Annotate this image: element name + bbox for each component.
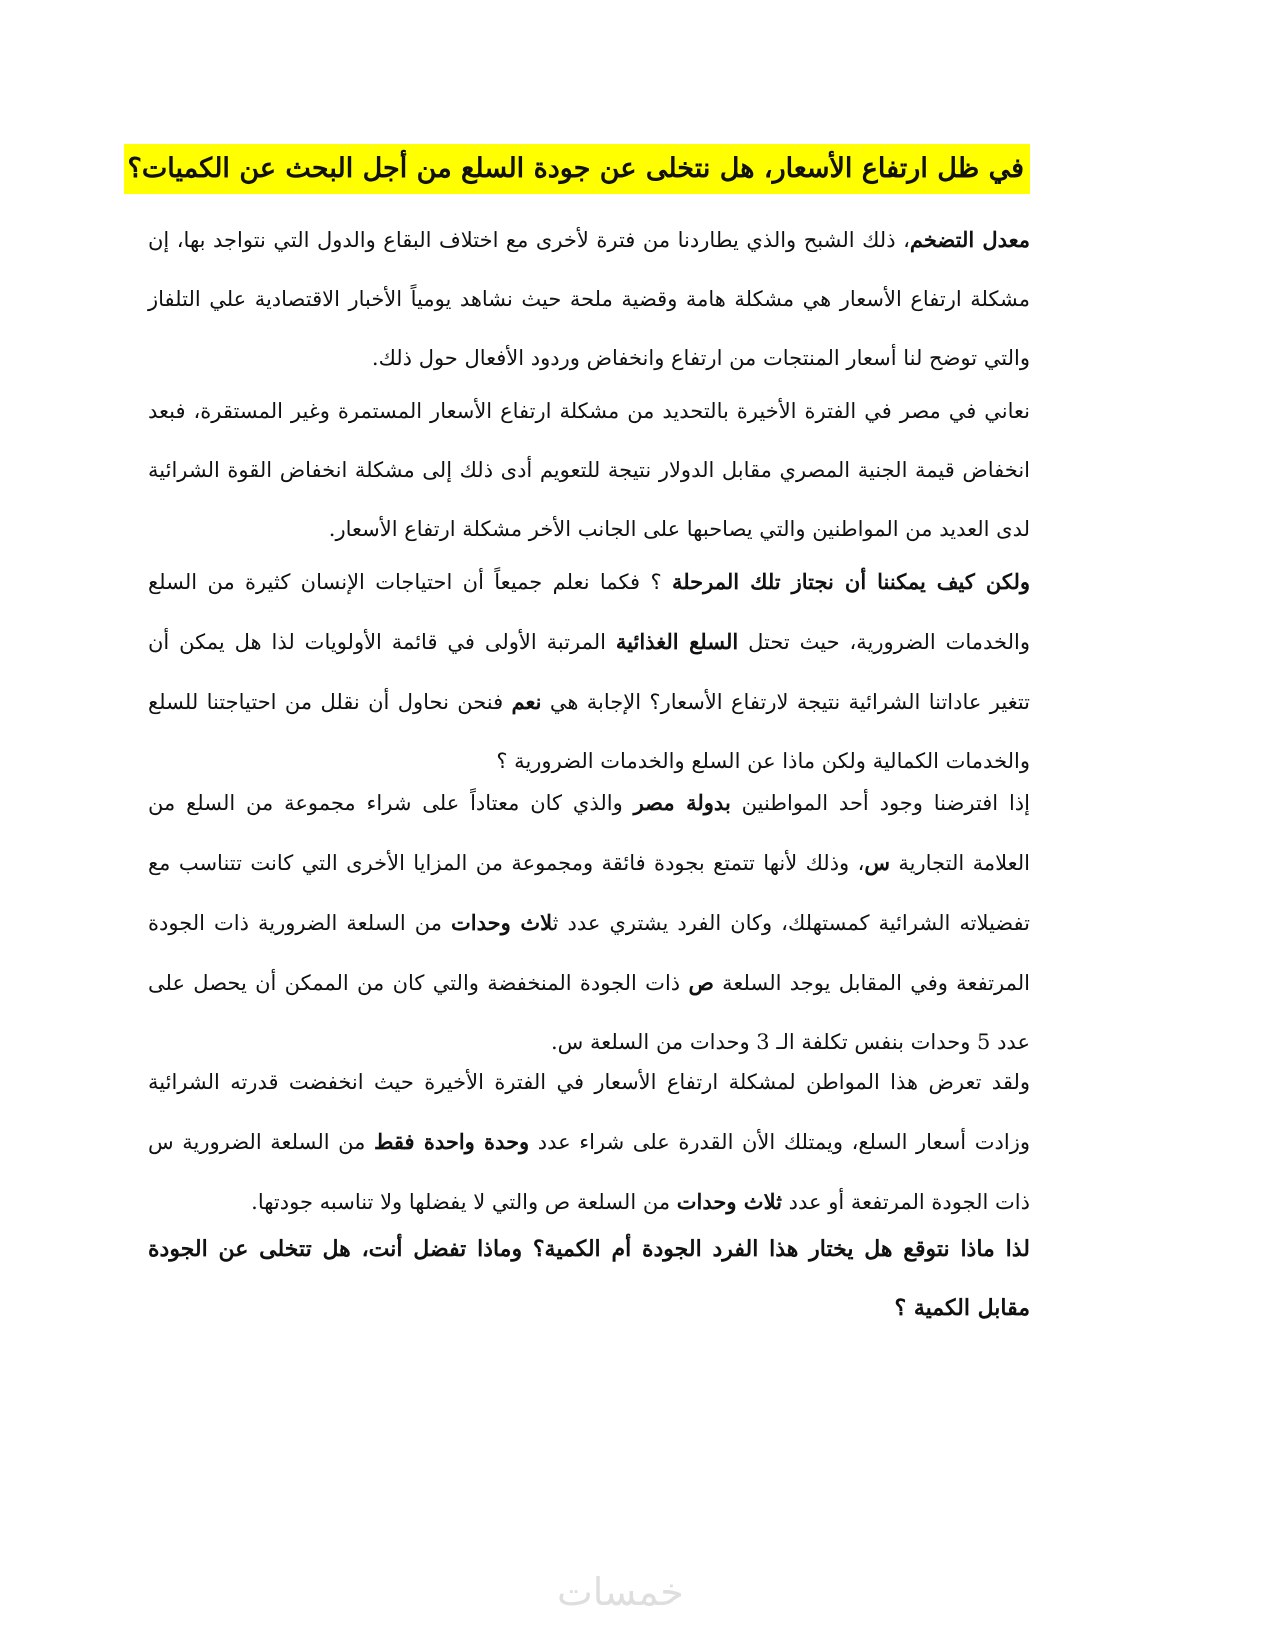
paragraph-text: ولقد تعرض هذا المواطن لمشكلة ارتفاع الأسعار في الفترة الأخيرة حيث انخفضت قدرته الشرائية وزادت أسعار السلع، ويمتلك الأن القدرة على شراء عدد [148, 1070, 1030, 1154]
paragraph-text: المرتبة الأولى في قائمة الأولويات لذا هل يمكن أن تتغير عاداتنا الشرائية نتيجة لارتفاع الأسعار؟ الإجابة هي [148, 630, 1031, 714]
paragraph-text: وحدات بنفس تكلفة الـ [769, 1030, 978, 1054]
paragraph-text: فنحن نحاول أن نقلل من احتياجتنا للسلع والخدمات الكمالية ولكن ماذا عن السلع والخدمات الضرورية ؟ [148, 690, 1030, 773]
bold-term: وحدة واحدة فقط [374, 1129, 530, 1154]
bold-term: معدل التضخم [909, 227, 1030, 252]
paragraph-text: ، ذلك الشبح والذي يطاردنا من فترة لأخرى مع اختلاف البقاع والدول التي نتواجد بها، إن مشكلة ارتفاع الأسعار هي مشكلة هامة وقضية ملحة حيث نشاهد يومياً الأخبار الاقتصادية علي التلفاز والتي توضح لنا أسعار المنتجات من ارتفاع وانخفاض وردود الأفعال حول ذلك. [148, 228, 1030, 370]
paragraph-egypt [148, 382, 1030, 559]
bold-term: ولكن كيف يمكننا أن نجتاز تلك المرحلة [671, 569, 1031, 594]
paragraph-text: والذي كان معتاداً على شراء مجموعة من السلع من العلامة التجارية [148, 791, 1030, 875]
paragraph-text: إذا افترضنا وجود أحد المواطنين [730, 791, 1030, 815]
paragraph-conclusion [148, 1220, 1030, 1338]
bold-term: ص [688, 970, 714, 995]
paragraph-text: من السلعة الضرورية ذات الجودة المرتفعة وفي المقابل يوجد السلعة [148, 911, 1031, 995]
bold-term: بدولة مصر [633, 790, 731, 815]
bold-term: السلع الغذائية [615, 629, 739, 654]
watermark-logo: خمسات [557, 1570, 684, 1614]
paragraph-question [148, 552, 1030, 791]
paragraph-inflation [148, 210, 1030, 388]
paragraph-text: من السلعة ص والتي لا يفضلها ولا تناسبه جودتها. [251, 1190, 677, 1214]
paragraph-text: ذات الجودة المنخفضة والتي كان من الممكن أن يحصل على عدد [148, 971, 1030, 1054]
paragraph-text: نعاني في مصر في الفترة الأخيرة بالتحديد من مشكلة ارتفاع الأسعار المستمرة وغير المستقرة، فبعد انخفاض قيمة الجنية المصري مقابل الدولار نتيجة للتعويم أدى ذلك إلى مشكلة انخفاض القوة الشرائية لدى العديد من المواطنين والتي يصاحبها على الجانب الأخر مشكلة ارتفاع الأسعار. [148, 399, 1030, 541]
title-container [127, 144, 1030, 194]
paragraph-example [148, 773, 1030, 1072]
paragraph-text: من السلعة الضرورية س ذات الجودة المرتفعة أو عدد [148, 1130, 1030, 1214]
paragraph-text: ، وذلك لأنها تتمتع بجودة فائقة ومجموعة من المزايا الأخرى التي كانت تتناسب مع تفضيلاته الشرائية كمستهلك، وكان الفرد يشتري عدد ث [148, 851, 1030, 935]
bold-term: ثلاث وحدات [676, 1189, 782, 1214]
number-value: 3 [756, 1030, 770, 1054]
page-title: في ظل ارتفاع الأسعار، هل نتخلى عن جودة السلع من أجل البحث عن الكميات؟ [124, 144, 1030, 194]
paragraph-text: وحدات من السلعة س. [550, 1030, 757, 1054]
bold-term: لاث وحدات [450, 910, 553, 935]
document-page [127, 0, 1031, 1650]
bold-term: نعم [511, 689, 542, 714]
paragraph-text: ؟ فكما نعلم جميعاً أن احتياجات الإنسان كثيرة من السلع والخدمات الضرورية، حيث تحتل [148, 570, 1030, 654]
number-value: 5 [977, 1030, 991, 1054]
bold-term: س [864, 850, 891, 875]
paragraph-citizen [148, 1053, 1030, 1232]
paragraph-text: لذا ماذا نتوقع هل يختار هذا الفرد الجودة أم الكمية؟ وماذا تفضل أنت، هل تتخلى عن الجودة مقابل الكمية ؟ [148, 1236, 1030, 1321]
